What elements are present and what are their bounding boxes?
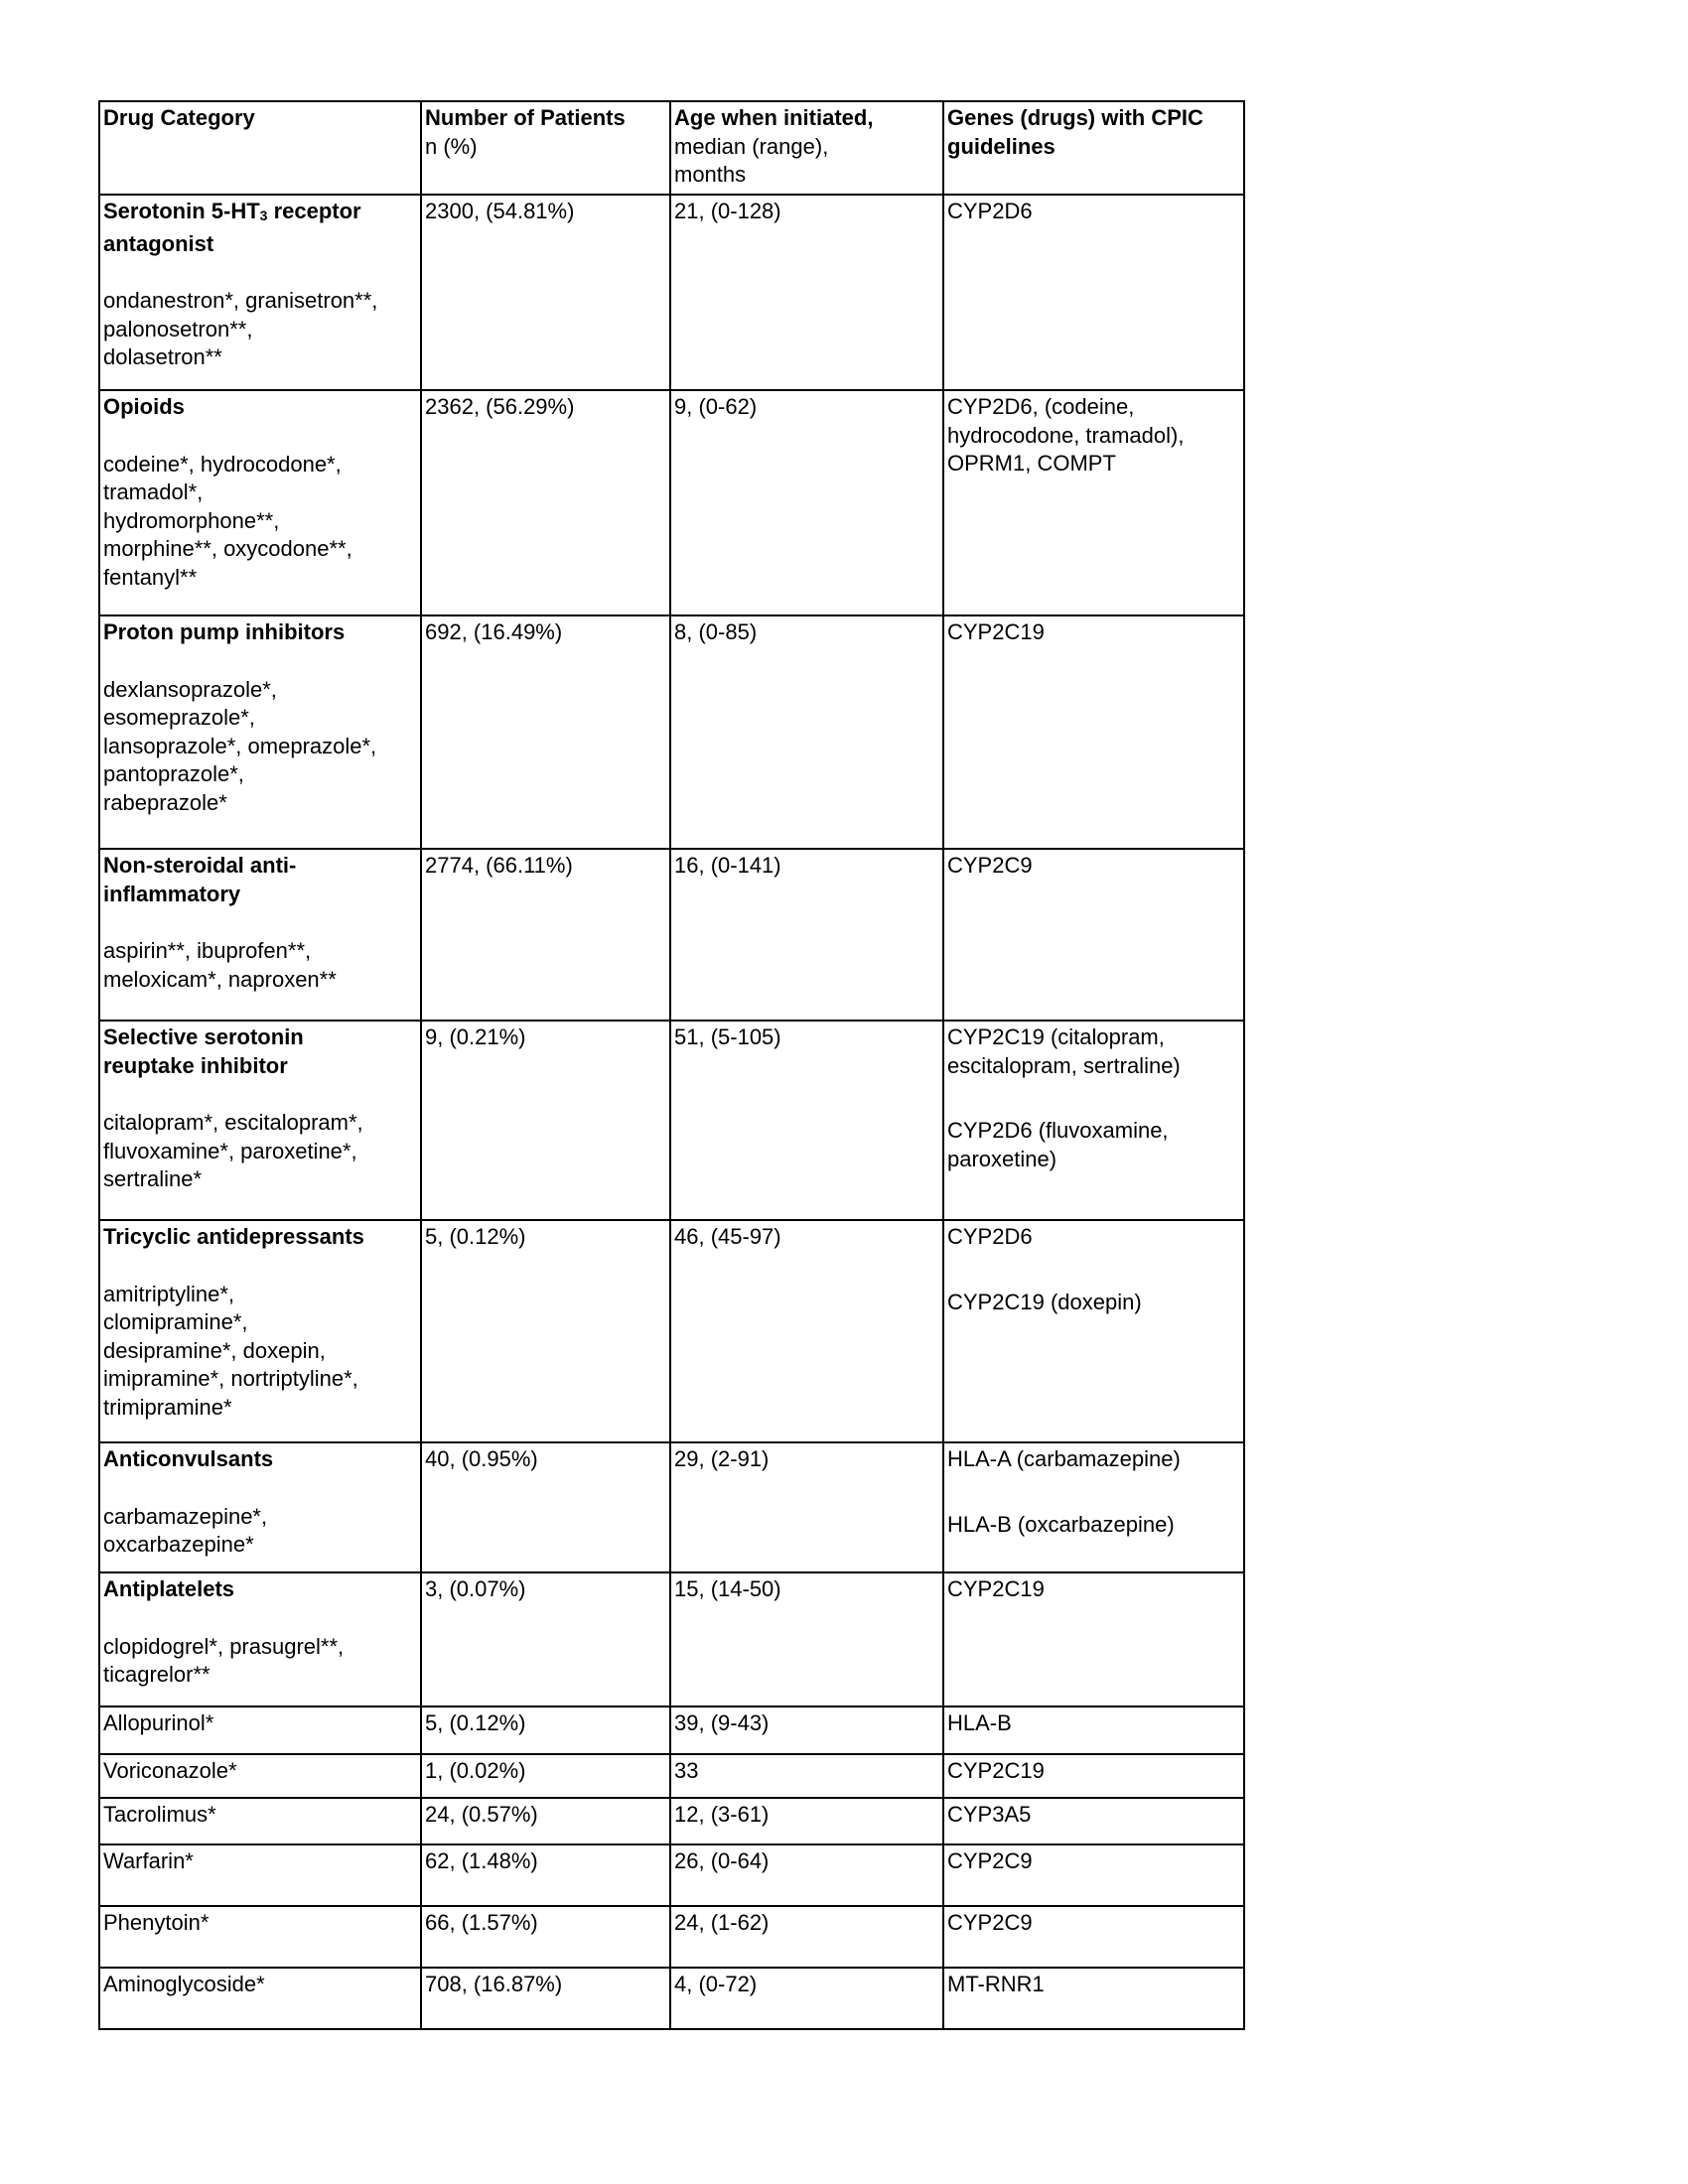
genes-cell: CYP3A5 bbox=[943, 1798, 1244, 1844]
drug-list-line: oxcarbazepine* bbox=[103, 1532, 254, 1557]
drug-list bbox=[103, 1503, 417, 1560]
table-row bbox=[99, 1220, 1244, 1442]
patients-cell: 3, (0.07%) bbox=[421, 1572, 670, 1706]
drug-list bbox=[103, 451, 417, 593]
table-row bbox=[99, 195, 1244, 390]
table-row bbox=[99, 615, 1244, 849]
age-cell: 33 bbox=[670, 1754, 943, 1798]
age-cell: 39, (9-43) bbox=[670, 1706, 943, 1754]
genes-cell bbox=[943, 195, 1244, 390]
drug-name-cell: Voriconazole* bbox=[99, 1754, 421, 1798]
category-name: Opioids bbox=[103, 394, 185, 419]
genes-line: CYP2D6 bbox=[947, 1224, 1033, 1249]
table-row bbox=[99, 849, 1244, 1021]
genes-cell bbox=[943, 1442, 1244, 1572]
age-cell: 9, (0-62) bbox=[670, 390, 943, 615]
drug-list-line: carbamazepine*, bbox=[103, 1503, 268, 1529]
genes-line: CYP2C19 (doxepin) bbox=[947, 1289, 1142, 1314]
patients-cell: 2362, (56.29%) bbox=[421, 390, 670, 615]
genes-group bbox=[947, 1289, 1240, 1317]
patients-cell: 9, (0.21%) bbox=[421, 1021, 670, 1220]
header-text: Drug Category bbox=[103, 105, 255, 130]
category-name: Non-steroidal anti- bbox=[103, 853, 297, 878]
genes-line: escitalopram, sertraline) bbox=[947, 1052, 1181, 1078]
age-cell: 21, (0-128) bbox=[670, 195, 943, 390]
genes-line: CYP2C9 bbox=[947, 853, 1033, 878]
drug-list-line: pantoprazole*, bbox=[103, 761, 244, 786]
header-text: Genes (drugs) with CPIC bbox=[947, 105, 1203, 130]
drug-list-line: meloxicam*, naproxen** bbox=[103, 966, 337, 992]
patients-cell: 692, (16.49%) bbox=[421, 615, 670, 849]
genes-line: CYP2D6 (fluvoxamine, bbox=[947, 1118, 1169, 1143]
genes-group bbox=[947, 1117, 1240, 1173]
category-name: inflammatory bbox=[103, 881, 241, 906]
age-cell: 26, (0-64) bbox=[670, 1844, 943, 1906]
age-cell: 24, (1-62) bbox=[670, 1906, 943, 1968]
header-subtext: months bbox=[674, 162, 747, 187]
category-name: reuptake inhibitor bbox=[103, 1052, 288, 1078]
drug-list-line: morphine**, oxycodone**, bbox=[103, 536, 352, 561]
genes-cell bbox=[943, 849, 1244, 1021]
genes-line: CYP2D6, (codeine, bbox=[947, 394, 1135, 419]
genes-line: CYP2C19 (citalopram, bbox=[947, 1024, 1165, 1049]
genes-line: HLA-B (oxcarbazepine) bbox=[947, 1511, 1175, 1537]
category-cell bbox=[99, 1572, 421, 1706]
patients-cell: 66, (1.57%) bbox=[421, 1906, 670, 1968]
genes-cell bbox=[943, 1220, 1244, 1442]
table-row bbox=[99, 1968, 1244, 2029]
drug-list bbox=[103, 1109, 417, 1194]
drug-list bbox=[103, 1633, 417, 1690]
age-cell: 46, (45-97) bbox=[670, 1220, 943, 1442]
table-row bbox=[99, 1906, 1244, 1968]
age-cell: 51, (5-105) bbox=[670, 1021, 943, 1220]
drug-list-line: tramadol*, bbox=[103, 479, 204, 504]
drug-name-cell: Warfarin* bbox=[99, 1844, 421, 1906]
drug-list-line: fentanyl** bbox=[103, 564, 198, 590]
category-cell bbox=[99, 1220, 421, 1442]
header-subtext: median (range), bbox=[674, 133, 829, 159]
drug-list-line: dexlansoprazole*, bbox=[103, 676, 277, 702]
genes-cell: MT-RNR1 bbox=[943, 1968, 1244, 2029]
genes-cell: HLA-B bbox=[943, 1706, 1244, 1754]
drug-list bbox=[103, 676, 417, 818]
category-cell bbox=[99, 195, 421, 390]
patients-cell: 2300, (54.81%) bbox=[421, 195, 670, 390]
header-genes-cpic bbox=[943, 101, 1244, 195]
genes-line: HLA-A (carbamazepine) bbox=[947, 1446, 1181, 1471]
patients-cell: 5, (0.12%) bbox=[421, 1220, 670, 1442]
drug-list-line: trimipramine* bbox=[103, 1394, 232, 1420]
drug-list-line: esomeprazole*, bbox=[103, 705, 255, 730]
drug-list-line: clopidogrel*, prasugrel**, bbox=[103, 1633, 345, 1659]
patients-cell: 24, (0.57%) bbox=[421, 1798, 670, 1844]
drug-list-line: palonosetron**, bbox=[103, 316, 253, 341]
genes-line: OPRM1, COMPT bbox=[947, 451, 1116, 476]
table-row bbox=[99, 1798, 1244, 1844]
genes-line: hydrocodone, tramadol), bbox=[947, 422, 1185, 448]
patients-cell: 1, (0.02%) bbox=[421, 1754, 670, 1798]
drug-name-cell: Phenytoin* bbox=[99, 1906, 421, 1968]
genes-cell: CYP2C19 bbox=[943, 1754, 1244, 1798]
drug-list-line: codeine*, hydrocodone*, bbox=[103, 451, 342, 477]
genes-line: CYP2C19 bbox=[947, 1576, 1045, 1601]
drug-list-line: aspirin**, ibuprofen**, bbox=[103, 938, 312, 963]
genes-cell bbox=[943, 390, 1244, 615]
drug-list-line: hydromorphone**, bbox=[103, 507, 280, 533]
drug-name-cell: Tacrolimus* bbox=[99, 1798, 421, 1844]
header-number-of-patients bbox=[421, 101, 670, 195]
drug-list-line: clomipramine*, bbox=[103, 1309, 248, 1334]
drug-list-line: lansoprazole*, omeprazole*, bbox=[103, 733, 377, 758]
patients-cell: 5, (0.12%) bbox=[421, 1706, 670, 1754]
category-name: Tricyclic antidepressants bbox=[103, 1224, 364, 1249]
genes-cell bbox=[943, 1021, 1244, 1220]
header-drug-category bbox=[99, 101, 421, 195]
genes-cell: CYP2C9 bbox=[943, 1906, 1244, 1968]
category-name: Antiplatelets bbox=[103, 1576, 235, 1601]
table-row bbox=[99, 1844, 1244, 1906]
drug-list-line: rabeprazole* bbox=[103, 789, 227, 815]
drug-list-line: fluvoxamine*, paroxetine*, bbox=[103, 1138, 357, 1163]
drug-name-cell: Aminoglycoside* bbox=[99, 1968, 421, 2029]
age-cell: 29, (2-91) bbox=[670, 1442, 943, 1572]
category-name: Selective serotonin bbox=[103, 1024, 304, 1049]
genes-cell bbox=[943, 615, 1244, 849]
genes-line: CYP2D6 bbox=[947, 199, 1033, 223]
category-name: Anticonvulsants bbox=[103, 1446, 274, 1471]
age-cell: 15, (14-50) bbox=[670, 1572, 943, 1706]
patients-cell: 62, (1.48%) bbox=[421, 1844, 670, 1906]
drug-category-table bbox=[98, 100, 1245, 2030]
patients-cell: 708, (16.87%) bbox=[421, 1968, 670, 2029]
category-name: antagonist bbox=[103, 230, 214, 256]
category-cell bbox=[99, 1442, 421, 1572]
category-name: Serotonin $5-HT_3$ receptor bbox=[103, 199, 361, 223]
table-row bbox=[99, 1572, 1244, 1706]
header-text: Number of Patients bbox=[425, 105, 626, 130]
drug-list-line: imipramine*, nortriptyline*, bbox=[103, 1366, 358, 1391]
age-cell: 16, (0-141) bbox=[670, 849, 943, 1021]
header-text: guidelines bbox=[947, 133, 1055, 159]
table-row bbox=[99, 1706, 1244, 1754]
drug-list-line: ticagrelor** bbox=[103, 1662, 211, 1687]
table-row bbox=[99, 1754, 1244, 1798]
table-row bbox=[99, 1442, 1244, 1572]
table-row bbox=[99, 1021, 1244, 1220]
genes-line: CYP2C19 bbox=[947, 619, 1045, 644]
age-cell: 4, (0-72) bbox=[670, 1968, 943, 2029]
drug-list bbox=[103, 937, 417, 994]
patients-cell: 40, (0.95%) bbox=[421, 1442, 670, 1572]
drug-list bbox=[103, 287, 417, 372]
drug-list bbox=[103, 1281, 417, 1423]
header-age-initiated bbox=[670, 101, 943, 195]
drug-list-line: dolasetron** bbox=[103, 344, 222, 369]
table-header-row bbox=[99, 101, 1244, 195]
category-name: Proton pump inhibitors bbox=[103, 619, 346, 644]
genes-cell: CYP2C9 bbox=[943, 1844, 1244, 1906]
drug-list-line: desipramine*, doxepin, bbox=[103, 1337, 326, 1363]
drug-list-line: amitriptyline*, bbox=[103, 1281, 235, 1306]
genes-cell bbox=[943, 1572, 1244, 1706]
age-cell: 12, (3-61) bbox=[670, 1798, 943, 1844]
genes-group bbox=[947, 1511, 1240, 1540]
header-text: Age when initiated, bbox=[674, 105, 874, 130]
category-cell bbox=[99, 849, 421, 1021]
patients-cell: 2774, (66.11%) bbox=[421, 849, 670, 1021]
category-cell bbox=[99, 390, 421, 615]
drug-name-cell: Allopurinol* bbox=[99, 1706, 421, 1754]
genes-line: paroxetine) bbox=[947, 1146, 1057, 1171]
header-subtext: n (%) bbox=[425, 133, 478, 159]
drug-list-line: sertraline* bbox=[103, 1166, 203, 1191]
drug-list-line: ondanestron*, granisetron**, bbox=[103, 288, 378, 313]
category-cell bbox=[99, 615, 421, 849]
category-cell bbox=[99, 1021, 421, 1220]
table-row bbox=[99, 390, 1244, 615]
age-cell: 8, (0-85) bbox=[670, 615, 943, 849]
drug-list-line: citalopram*, escitalopram*, bbox=[103, 1110, 363, 1135]
